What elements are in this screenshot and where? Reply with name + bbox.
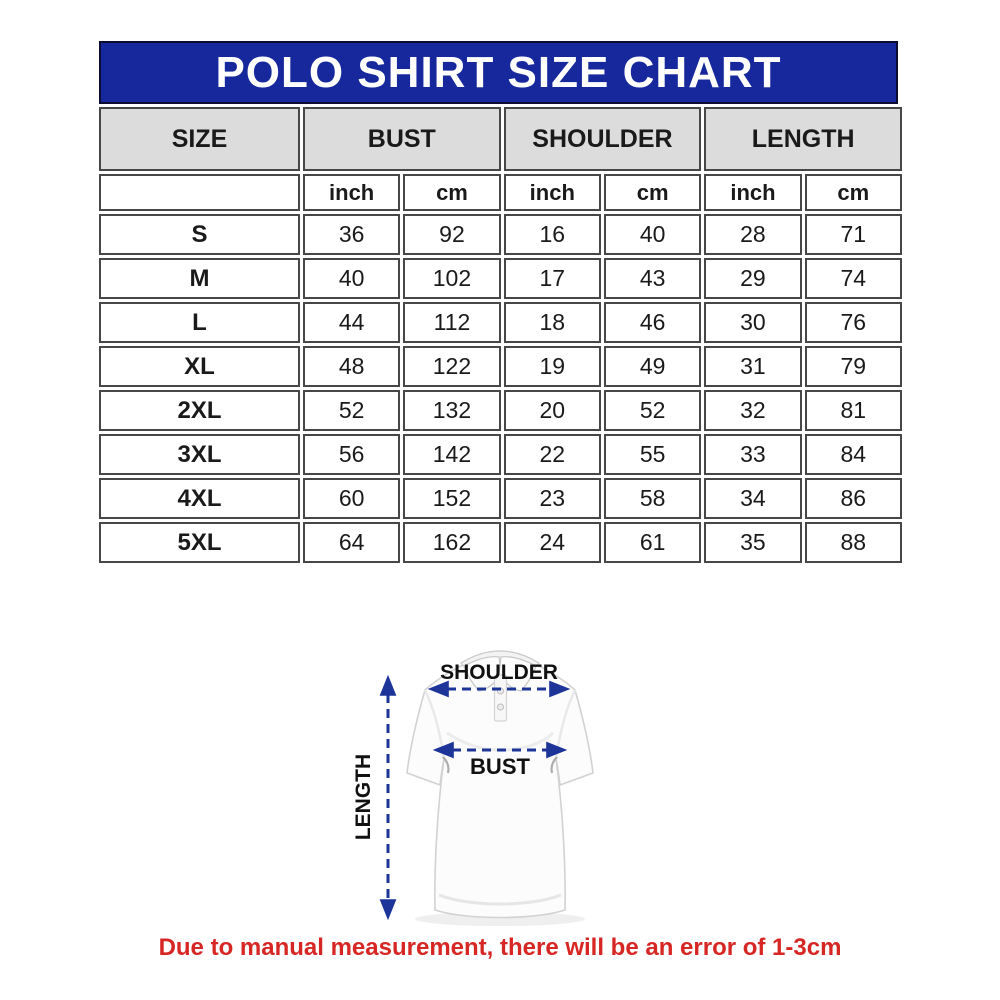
unit-cell-bust-cm: cm [403,174,500,211]
value-cell: 112 [403,302,500,343]
size-label: 4XL [99,478,300,519]
value-cell: 52 [303,390,400,431]
value-cell: 31 [704,346,801,387]
value-cell: 132 [403,390,500,431]
value-cell: 52 [604,390,701,431]
length-measure-label: LENGTH [352,753,375,841]
value-cell: 92 [403,214,500,255]
shoulder-measure-label: SHOULDER [440,661,558,684]
value-cell: 84 [805,434,902,475]
value-cell: 30 [704,302,801,343]
value-cell: 86 [805,478,902,519]
value-cell: 34 [704,478,801,519]
value-cell: 43 [604,258,701,299]
size-label: S [99,214,300,255]
value-cell: 64 [303,522,400,563]
table-row [99,346,902,387]
size-chart-table [96,104,905,566]
value-cell: 81 [805,390,902,431]
value-cell: 24 [504,522,601,563]
size-label: M [99,258,300,299]
polo-shirt-measurement-diagram [335,633,675,933]
value-cell: 61 [604,522,701,563]
value-cell: 49 [604,346,701,387]
bust-measure-label: BUST [470,754,530,779]
value-cell: 18 [504,302,601,343]
button [498,704,504,710]
value-cell: 17 [504,258,601,299]
value-cell: 142 [403,434,500,475]
table-row [99,214,902,255]
unit-cell-bust-inch: inch [303,174,400,211]
value-cell: 46 [604,302,701,343]
column-header-shoulder: SHOULDER [504,107,702,171]
value-cell: 76 [805,302,902,343]
size-label: 3XL [99,434,300,475]
value-cell: 28 [704,214,801,255]
value-cell: 79 [805,346,902,387]
column-header-length: LENGTH [704,107,902,171]
value-cell: 55 [604,434,701,475]
value-cell: 29 [704,258,801,299]
unit-cell-shoulder-cm: cm [604,174,701,211]
polo-shirt-illustration [407,651,593,918]
value-cell: 122 [403,346,500,387]
chart-title: POLO SHIRT SIZE CHART [215,47,782,97]
value-cell: 19 [504,346,601,387]
value-cell: 71 [805,214,902,255]
table-row [99,302,902,343]
value-cell: 36 [303,214,400,255]
column-header-size: SIZE [99,107,300,171]
unit-cell-length-cm: cm [805,174,902,211]
value-cell: 102 [403,258,500,299]
unit-cell-shoulder-inch: inch [504,174,601,211]
unit-cell-length-inch: inch [704,174,801,211]
unit-cell-empty [99,174,300,211]
table-row [99,390,902,431]
column-header-bust: BUST [303,107,501,171]
size-label: L [99,302,300,343]
value-cell: 33 [704,434,801,475]
size-label: 5XL [99,522,300,563]
value-cell: 20 [504,390,601,431]
value-cell: 23 [504,478,601,519]
table-row [99,478,902,519]
table-row [99,522,902,563]
table-header-row [99,107,902,171]
table-unit-row [99,174,902,211]
measurement-error-note: Due to manual measurement, there will be an error of 1-3cm [158,934,842,961]
value-cell: 162 [403,522,500,563]
value-cell: 152 [403,478,500,519]
value-cell: 16 [504,214,601,255]
table-row [99,434,902,475]
chart-title-banner [99,41,898,104]
value-cell: 40 [303,258,400,299]
value-cell: 56 [303,434,400,475]
value-cell: 74 [805,258,902,299]
size-label: XL [99,346,300,387]
value-cell: 48 [303,346,400,387]
value-cell: 88 [805,522,902,563]
value-cell: 44 [303,302,400,343]
value-cell: 35 [704,522,801,563]
value-cell: 58 [604,478,701,519]
table-row [99,258,902,299]
value-cell: 22 [504,434,601,475]
size-label: 2XL [99,390,300,431]
value-cell: 32 [704,390,801,431]
value-cell: 60 [303,478,400,519]
value-cell: 40 [604,214,701,255]
